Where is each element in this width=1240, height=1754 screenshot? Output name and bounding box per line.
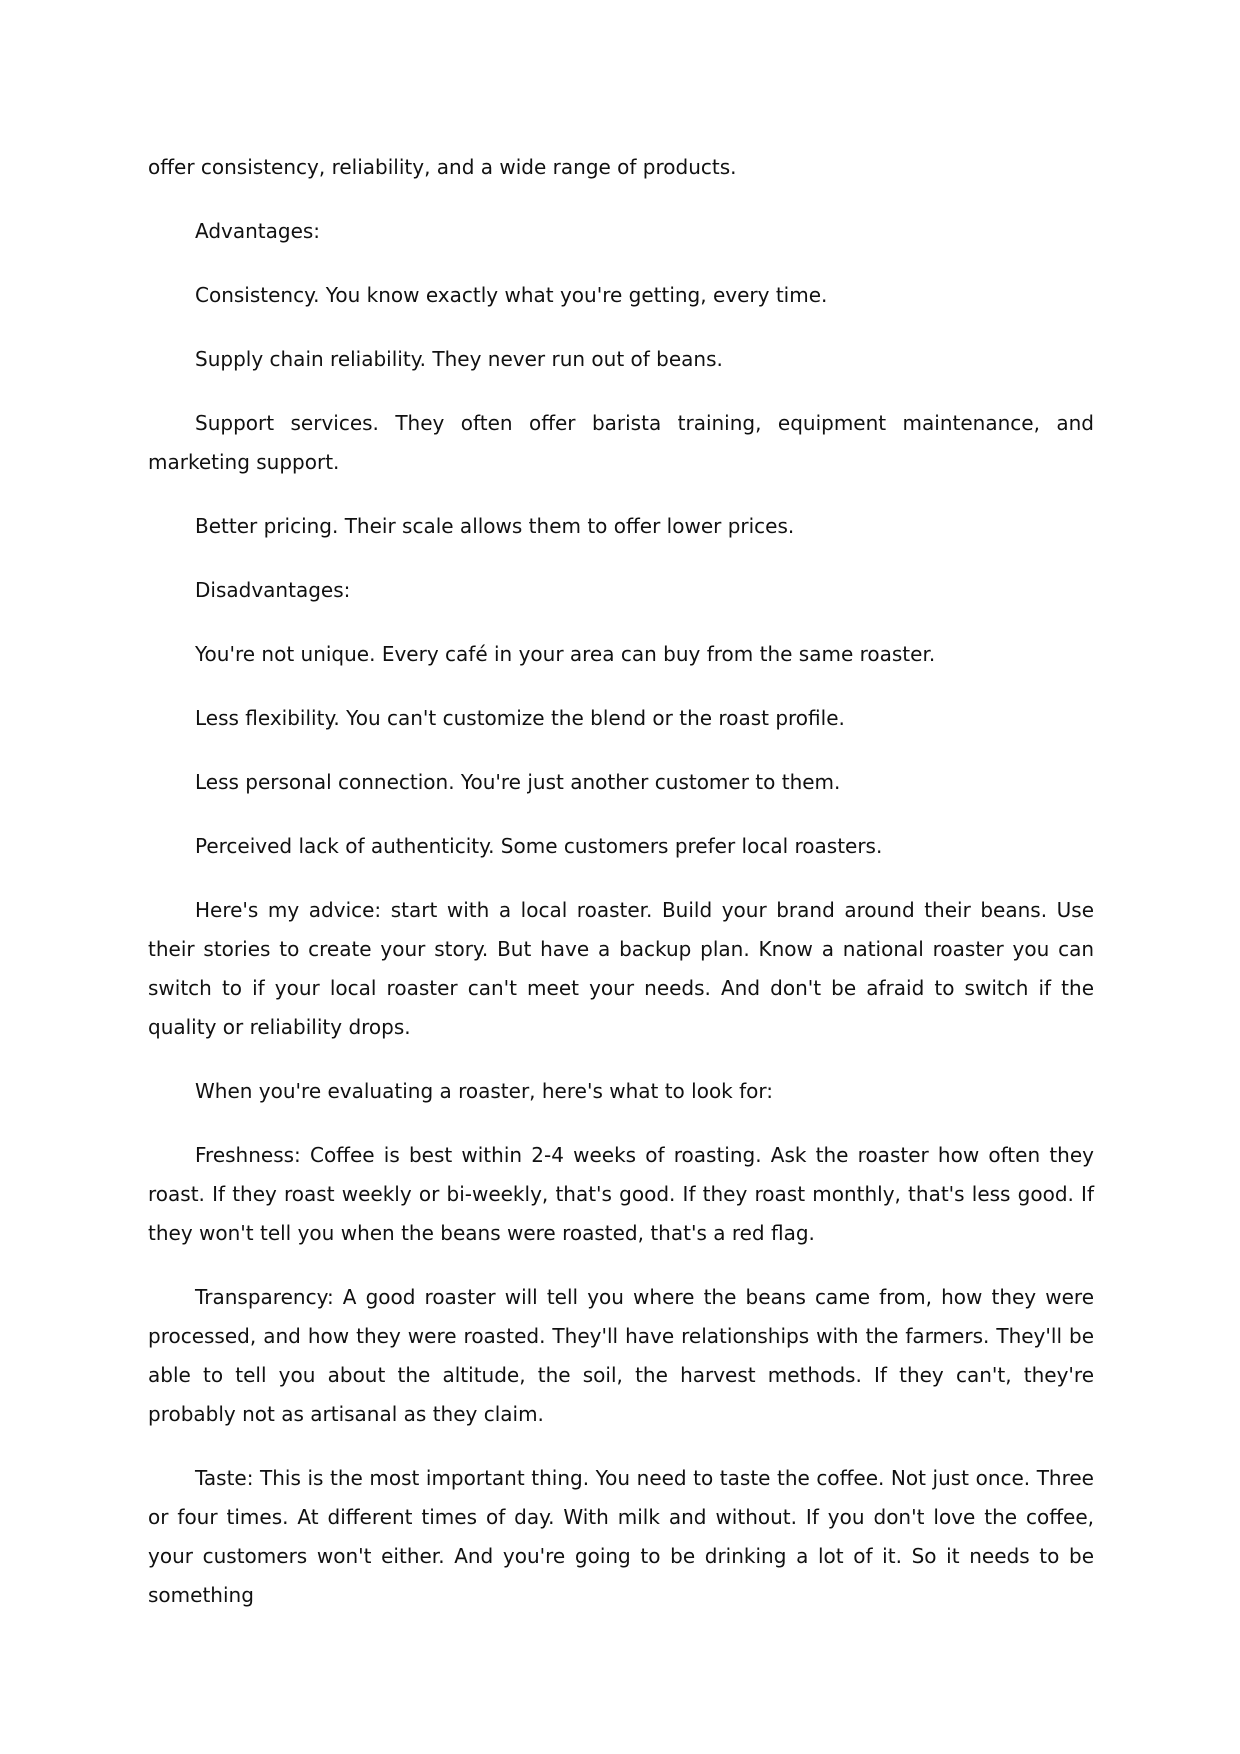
heading-disadvantages: Disadvantages: <box>195 578 351 602</box>
paragraph-evaluating-roaster: When you're evaluating a roaster, here's what to look for: <box>195 1079 774 1103</box>
paragraph-supply-chain: Supply chain reliability. They never run out of beans. <box>195 347 723 371</box>
paragraph-freshness: Freshness: Coffee is best within 2-4 weeks of roasting. Ask the roaster how often they roast. If they roast weekly or bi-weekly, that's good. If they roast monthly, that's less good. If they won't tell you when the beans were roasted, that's a red flag. <box>148 1143 1094 1245</box>
paragraph-better-pricing: Better pricing. Their scale allows them to offer lower prices. <box>195 514 795 538</box>
paragraph-less-personal-connection: Less personal connection. You're just another customer to them. <box>195 770 841 794</box>
paragraph-not-unique: You're not unique. Every café in your area can buy from the same roaster. <box>195 642 936 666</box>
paragraph-taste: Taste: This is the most important thing. You need to taste the coffee. Not just once. Three or four times. At different times of day. With milk and without. If you don't love the coffee, your customers won't either. And you're going to be drinking a lot of it. So it needs to be something <box>148 1466 1094 1607</box>
paragraph-consistency: Consistency. You know exactly what you're getting, every time. <box>195 283 828 307</box>
paragraph-perceived-authenticity: Perceived lack of authenticity. Some customers prefer local roasters. <box>195 834 883 858</box>
paragraph-advice: Here's my advice: start with a local roaster. Build your brand around their beans. Use their stories to create your story. But have a backup plan. Know a national roaster you can switch to if your local roaster can't meet your needs. And don't be afraid to switch if the quality or reliability drops. <box>148 898 1094 1039</box>
body-text <box>148 148 1094 1640</box>
paragraph-continuation: offer consistency, reliability, and a wide range of products. <box>148 155 737 179</box>
paragraph-transparency: Transparency: A good roaster will tell you where the beans came from, how they were processed, and how they were roasted. They'll have relationships with the farmers. They'll be able to tell you about the altitude, the soil, the harvest methods. If they can't, they're probably not as artisanal as they claim. <box>148 1285 1094 1426</box>
heading-advantages: Advantages: <box>195 219 321 243</box>
paragraph-support-services: Support services. They often offer barista training, equipment maintenance, and marketing support. <box>148 411 1094 474</box>
paragraph-less-flexibility: Less flexibility. You can't customize the blend or the roast profile. <box>195 706 845 730</box>
